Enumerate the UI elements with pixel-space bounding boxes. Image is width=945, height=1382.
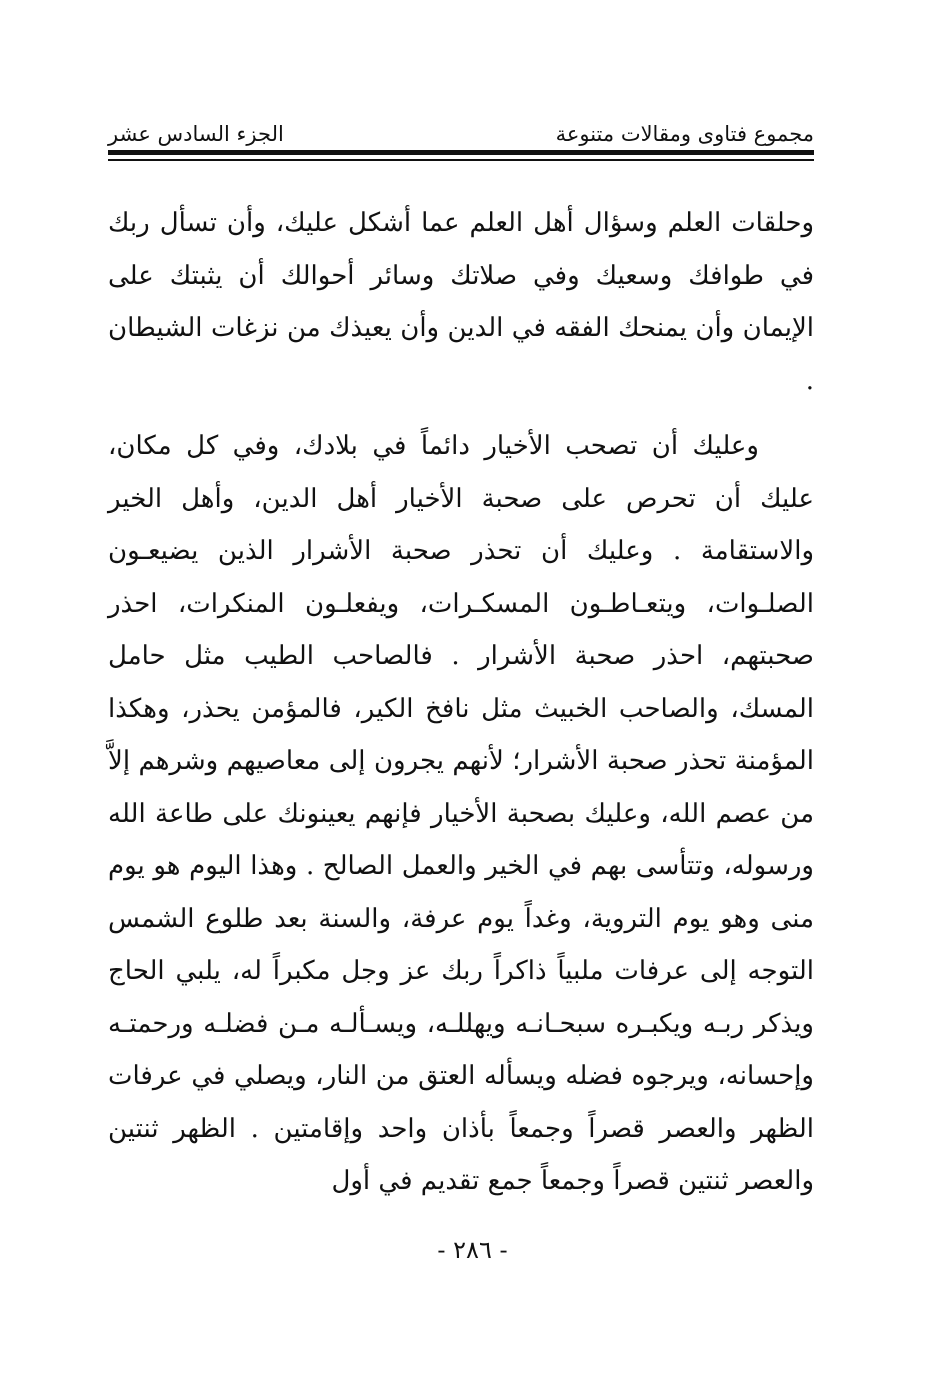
running-header [108,112,814,146]
volume-label: الجزء السادس عشر [108,122,284,146]
paragraph: وحلقات العلم وسؤال أهل العلم عما أشكل عليك، وأن تسأل ربك في طوافك وسعيك وفي صلاتك وسائر أحوالك أن يثبتك على الإيمان وأن يمنحك الفقه في الدين وأن يعيذك من نزغات الشيطان . [108,208,814,396]
header-rule-thin [108,159,814,161]
book-title: مجموع فتاوى ومقالات متنوعة [555,122,814,146]
page-number: - ٢٨٦ - [437,1236,508,1264]
body-text [108,197,814,1208]
paragraph: وعليك أن تصحب الأخيار دائماً في بلادك، وفي كل مكان، عليك أن تحرص على صحبة الأخيار أهل الدين، وأهل الخير والاستقامة . وعليك أن تحذر صحبة الأشرار الذين يضيعـون الصلـوات، ويتعـاطـون المسكـرات، ويفعلـون المنكرات، احذر صحبتهم، احذر صحبة الأشرار . فالصاحب الطيب مثل حامل المسك، والصاحب الخبيث مثل نافخ الكير، فالمؤمن يحذر، وهكذا المؤمنة تحذر صحبة الأشرار؛ لأنهم يجرون إلى معاصيهم وشرهم إلاَّ من عصم الله، وعليك بصحبة الأخيار فإنهم يعينونك على طاعة الله ورسوله، وتتأسى بهم في الخير والعمل الصالح . وهذا اليوم هو يوم منى وهو يوم التروية، وغداً يوم عرفة، والسنة بعد طلوع الشمس التوجه إلى عرفات ملبياً ذاكراً ربك عز وجل مكبراً له، يلبي الحاج ويذكر ربـه ويكبـره سبحـانـه ويهللـه، ويسـألـه مـن فضلـه ورحمتـه وإحسانه، ويرجوه فضله ويسأله العتق من النار، ويصلي في عرفات الظهر والعصر قصراً وجمعاً بأذان واحد وإقامتين . الظهر ثنتين والعصر ثنتين قصراً وجمعاً جمع تقديم في أول [108,431,814,1196]
header-rule-thick [108,150,814,155]
